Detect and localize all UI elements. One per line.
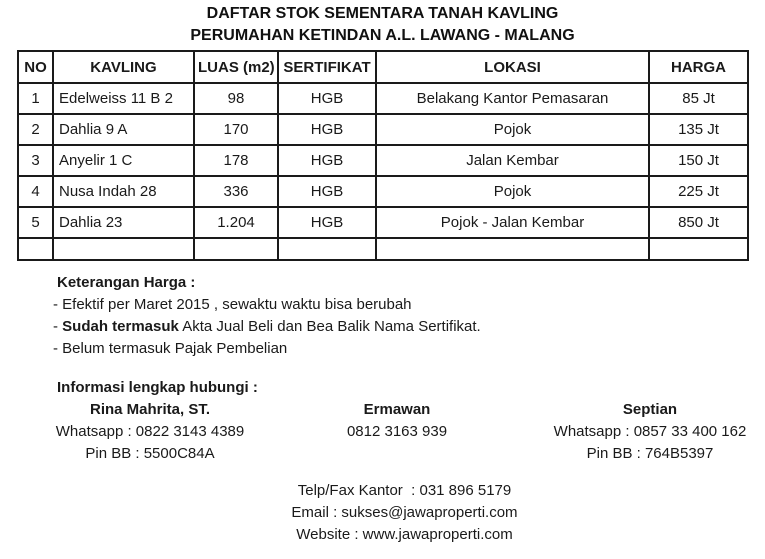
contact-whatsapp: Whatsapp : 0822 3143 4389 [55, 423, 245, 440]
cell-kavling: Nusa Indah 28 [53, 176, 194, 207]
cell-empty [376, 238, 649, 260]
stock-table [17, 50, 749, 261]
title-line-1: DAFTAR STOK SEMENTARA TANAH KAVLING [206, 5, 559, 22]
title-line-2: PERUMAHAN KETINDAN A.L. LAWANG - MALANG [190, 27, 575, 44]
note-excluded-tax: - Belum termasuk Pajak Pembelian [53, 340, 288, 357]
cell-kavling: Dahlia 23 [53, 207, 194, 238]
note-included [53, 316, 765, 338]
contact-section [0, 377, 765, 465]
note-included-rest: Akta Jual Beli dan Bea Balik Nama Sertifikat. [178, 318, 481, 335]
cell-harga: 150 Jt [649, 145, 748, 176]
footer-email: Email : sukses@jawaproperti.com [291, 504, 518, 521]
col-header-lokasi: LOKASI [376, 51, 649, 83]
contact-card [284, 399, 510, 443]
contact-pin-bb: Pin BB : 5500C84A [85, 445, 215, 462]
table-row-empty [18, 238, 748, 260]
cell-luas: 336 [194, 176, 278, 207]
cell-empty [18, 238, 53, 260]
cell-lokasi: Pojok [376, 176, 649, 207]
contact-heading: Informasi lengkap hubungi : [57, 379, 258, 396]
cell-harga: 850 Jt [649, 207, 748, 238]
footer-website: Website : www.jawaproperti.com [296, 526, 513, 543]
note-included-prefix: - [53, 318, 63, 335]
table-row [18, 207, 748, 238]
price-notes-section [53, 272, 765, 360]
cell-lokasi: Pojok - Jalan Kembar [376, 207, 649, 238]
price-notes-heading: Keterangan Harga : [57, 274, 196, 291]
table-row [18, 176, 748, 207]
cell-empty [53, 238, 194, 260]
contact-name: Ermawan [363, 401, 431, 418]
table-row [18, 145, 748, 176]
cell-harga: 85 Jt [649, 83, 748, 114]
cell-harga: 225 Jt [649, 176, 748, 207]
cell-sertifikat: HGB [278, 145, 376, 176]
cell-kavling: Edelweiss 11 B 2 [53, 83, 194, 114]
cell-lokasi: Pojok [376, 114, 649, 145]
cell-luas: 98 [194, 83, 278, 114]
note-included-bold: Sudah termasuk [62, 318, 179, 335]
table-header-row [18, 51, 748, 83]
document-title [0, 0, 765, 47]
cell-sertifikat: HGB [278, 176, 376, 207]
cell-lokasi: Belakang Kantor Pemasaran [376, 83, 649, 114]
contact-card [537, 399, 763, 465]
contact-pin-bb: Pin BB : 764B5397 [586, 445, 714, 462]
cell-sertifikat: HGB [278, 83, 376, 114]
cell-luas: 170 [194, 114, 278, 145]
contact-name: Septian [622, 401, 678, 418]
col-header-no: NO [18, 51, 53, 83]
footer-telp-fax: Telp/Fax Kantor : 031 896 5179 [297, 482, 512, 499]
cell-no: 5 [18, 207, 53, 238]
cell-luas: 1.204 [194, 207, 278, 238]
cell-lokasi: Jalan Kembar [376, 145, 649, 176]
contact-phone: 0812 3163 939 [346, 423, 448, 440]
cell-empty [649, 238, 748, 260]
table-row [18, 114, 748, 145]
cell-empty [194, 238, 278, 260]
contact-name: Rina Mahrita, ST. [89, 401, 211, 418]
col-header-sertifikat: SERTIFIKAT [278, 51, 376, 83]
cell-luas: 178 [194, 145, 278, 176]
cell-sertifikat: HGB [278, 207, 376, 238]
cell-no: 2 [18, 114, 53, 145]
cell-sertifikat: HGB [278, 114, 376, 145]
col-header-harga: HARGA [649, 51, 748, 83]
note-effective-date: - Efektif per Maret 2015 , sewaktu waktu bisa berubah [53, 296, 412, 313]
cell-kavling: Dahlia 9 A [53, 114, 194, 145]
office-footer [0, 480, 765, 546]
cell-no: 1 [18, 83, 53, 114]
table-row [18, 83, 748, 114]
cell-no: 3 [18, 145, 53, 176]
contact-card [37, 399, 263, 465]
cell-empty [278, 238, 376, 260]
col-header-luas: LUAS (m2) [194, 51, 278, 83]
contact-whatsapp: Whatsapp : 0857 33 400 162 [553, 423, 747, 440]
cell-no: 4 [18, 176, 53, 207]
col-header-kavling: KAVLING [53, 51, 194, 83]
cell-harga: 135 Jt [649, 114, 748, 145]
cell-kavling: Anyelir 1 C [53, 145, 194, 176]
